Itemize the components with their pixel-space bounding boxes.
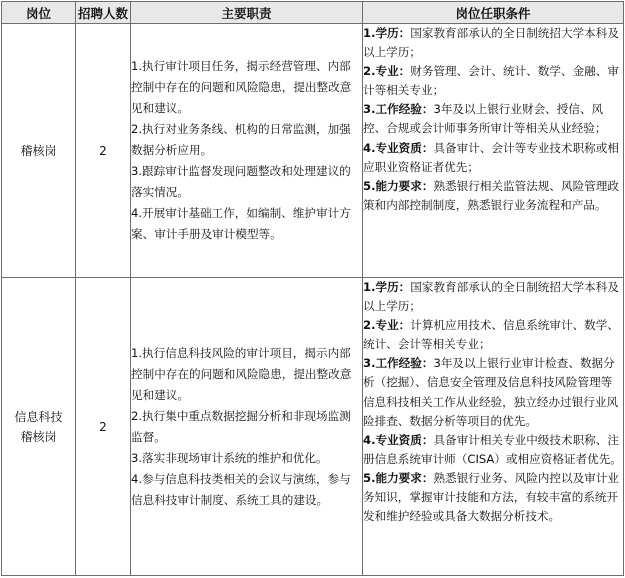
requirement-item — [363, 62, 623, 100]
duty-item: 3.落实非现场审计系统的维护和优化。 — [131, 450, 328, 465]
requirement-text: 熟悉银行业务、风险内控以及审计业务知识，掌握审计技能和方法，有较丰富的系统开发和维护经验或具备大数据分析技术。 — [363, 470, 619, 524]
duty-item: 4.参与信息科技类相关的会议与演练，参与信息科技审计制度、系统工具的建设。 — [131, 471, 351, 507]
duty-item: 4.开展审计基础工作，如编制、维护审计方案、审计手册及审计模型等。 — [131, 206, 351, 241]
header-duties: 主要职责 — [131, 2, 363, 24]
requirement-text: 3年及以上银行业财会、授信、风控、合规或会计师事务所审计等相关从业经验； — [363, 102, 607, 136]
duties-cell — [131, 278, 363, 576]
table-header-row — [2, 2, 624, 24]
requirement-label: 5.能力要求： — [363, 470, 434, 485]
requirement-text: 国家教育部承认的全日制统招大学本科及以上学历； — [363, 26, 619, 60]
requirement-label: 1.学历： — [363, 26, 411, 40]
requirement-label: 4.专业资质： — [363, 140, 434, 155]
duty-item: 2.执行对业务条线、机构的日常监测，加强数据分析应用。 — [131, 122, 351, 157]
requirement-text: 3年及以上银行业审计检查、数据分析（挖掘）、信息安全管理及信息科技风险管理等信息科技相关工作从业经验，独立经办过银行业风险排查、数据分析等项目的优先。 — [363, 356, 619, 428]
requirement-text: 财务管理、会计、统计、数学、金融、审计等相关专业； — [363, 64, 619, 98]
duty-item: 1.执行审计项目任务，揭示经营管理、内部控制中存在的问题和风险隐患，提出整改意见和建议。 — [131, 59, 352, 115]
requirement-label: 1.学历： — [363, 280, 411, 294]
requirement-item — [363, 354, 623, 430]
table-row — [2, 24, 624, 278]
requirement-label: 2.专业： — [363, 318, 411, 333]
header-position: 岗位 — [2, 2, 76, 24]
requirement-text: 国家教育部承认的全日制统招大学本科及以上学历； — [363, 280, 619, 314]
requirement-text: 熟悉银行相关监管法规、风险管理政策和内部控制制度，熟悉银行业务流程和产品。 — [363, 178, 619, 212]
position-cell: 稽核岗 — [2, 24, 76, 278]
duty-item: 2.执行集中重点数据挖掘分析和非现场监测监督。 — [131, 408, 351, 444]
requirement-item — [363, 100, 623, 138]
position-cell: 信息科技稽核岗 — [2, 278, 76, 576]
requirement-item — [363, 24, 623, 62]
requirement-item — [363, 431, 623, 469]
header-requirements: 岗位任职条件 — [363, 2, 624, 24]
requirement-label: 2.专业： — [363, 64, 411, 79]
requirement-text: 计算机应用技术、信息系统审计、数学、统计、会计等相关专业； — [363, 318, 619, 352]
requirement-label: 4.专业资质： — [363, 432, 434, 447]
duty-item: 3.跟踪审计监督发现问题整改和处理建议的落实情况。 — [131, 164, 351, 199]
duty-item: 1.执行信息科技风险的审计项目，揭示内部控制中存在的问题和风险隐患，提出整改意见和建议。 — [131, 345, 352, 402]
requirements-cell — [363, 278, 624, 576]
requirement-item — [363, 316, 623, 354]
requirement-text: 具备审计相关专业中级技术职称、注册信息系统审计师（CISA）或相应资格证者优先。 — [363, 432, 622, 466]
duties-cell — [131, 24, 363, 278]
requirement-item — [363, 278, 623, 316]
requirements-cell — [363, 24, 624, 278]
table-row — [2, 278, 624, 576]
requirement-label: 3.工作经验： — [363, 102, 434, 117]
requirement-label: 5.能力要求： — [363, 178, 434, 193]
headcount-cell: 2 — [76, 278, 131, 576]
requirement-item — [363, 139, 623, 177]
requirement-label: 3.工作经验： — [363, 356, 434, 371]
requirement-item — [363, 177, 623, 215]
job-requirements-table — [1, 1, 624, 576]
requirement-item — [363, 469, 623, 526]
header-headcount: 招聘人数 — [76, 2, 131, 24]
headcount-cell: 2 — [76, 24, 131, 278]
requirement-text: 具备审计、会计等专业技术职称或相应职业资格证者优先； — [363, 140, 619, 174]
